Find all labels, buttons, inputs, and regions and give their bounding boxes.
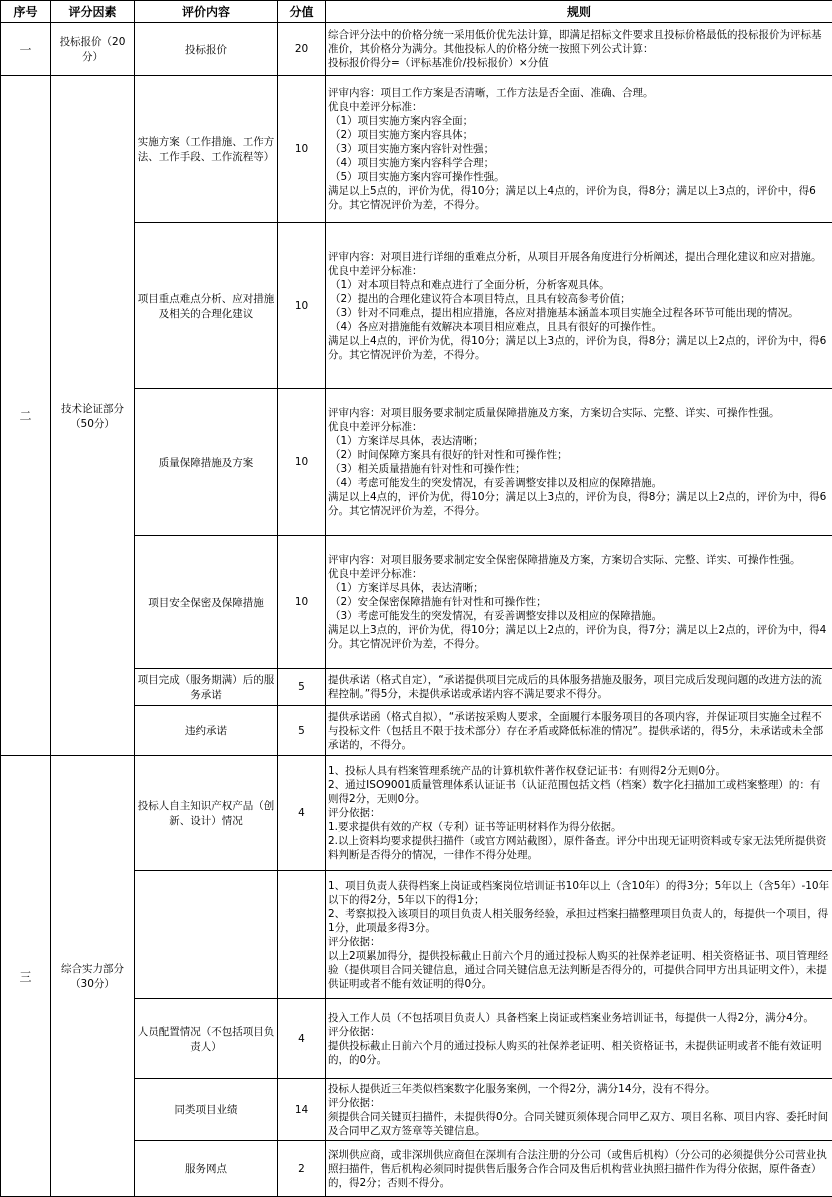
rule-line: （4）考虑可能发生的突发情况，有妥善调整安排以及相应的保障措施。 bbox=[330, 477, 663, 489]
section-factor: 综合实力部分（30分） bbox=[51, 756, 135, 1197]
header-factor: 评分因素 bbox=[51, 1, 135, 23]
rule-line: 投入工作人员（不包括项目负责人）具备档案上岗证或档案业务培训证书，每提供一人得2分，满分4分。 bbox=[328, 1011, 814, 1024]
rule-line: 评审内容：对项目服务要求制定安全保密保障措施及方案，方案切合实际、完整、详实、可操作性强。 bbox=[328, 554, 801, 566]
rule-line: 深圳供应商，或非深圳供应商但在深圳有合法注册的分公司（或售后机构）（分公司的必须提供分公司营业执照扫描件，售后机构必须同时提供售后服务合作合同及售后机构营业执照扫描件作为得分依据，原件备查）的，得2分；否则不得分。 bbox=[328, 1148, 827, 1189]
rule-line: （4）各应对措施能有效解决本项目相应难点，且具有很好的可操作性。 bbox=[330, 320, 663, 333]
item-rule bbox=[326, 669, 832, 706]
table-row bbox=[1, 76, 832, 223]
item-rule bbox=[326, 756, 832, 871]
rule-line: （5）项目实施方案内容可操作性强。 bbox=[330, 171, 505, 183]
rule-line: （2）提出的合理化建议符合本项目特点，且具有较高参考价值； bbox=[330, 292, 631, 305]
rule-line: 优良中差评分标准： bbox=[328, 101, 423, 113]
rule-line: 2、通过ISO9001质量管理体系认证证书（认证范围包括文档（档案）数字化扫描加工或档案整理）的：有则得2分，无则0分。 bbox=[328, 779, 821, 805]
item-score: 5 bbox=[278, 706, 326, 756]
item-score: 10 bbox=[278, 536, 326, 669]
rule-line: （3）针对不同难点，提出相应措施，各应对措施基本涵盖本项目实施全过程各环节可能出现的情况。 bbox=[330, 306, 799, 319]
rule-line: 优良中差评分标准： bbox=[328, 421, 423, 433]
rule-line: （1）对本项目特点和难点进行了全面分析，分析客观具体。 bbox=[330, 278, 610, 291]
item-score: 10 bbox=[278, 223, 326, 389]
rule-line: 评分依据： bbox=[328, 807, 381, 819]
rule-line: 2.以上资料均要求提供扫描件（或官方网站截图），原件备查。评分中出现无证明资料或专家无法凭所提供资料判断是否得分的情况，一律作不得分处理。 bbox=[328, 835, 827, 861]
rule-line: 优良中差评分标准： bbox=[328, 568, 423, 580]
item-rule bbox=[326, 706, 832, 756]
rule-line: （1）方案详尽具体，表达清晰； bbox=[330, 435, 484, 447]
rule-line: （3）考虑可能发生的突发情况，有妥善调整安排以及相应的保障措施。 bbox=[330, 610, 663, 622]
item-rule bbox=[326, 389, 832, 536]
section-factor: 技术论证部分（50分） bbox=[51, 76, 135, 756]
rule-line: 1、项目负责人获得档案上岗证或档案岗位培训证书10年以上（含10年）的得3分；5年以上（含5年）-10年以下的得2分，5年以下的得1分； bbox=[328, 879, 830, 906]
header-row bbox=[1, 1, 832, 23]
item-score: 10 bbox=[278, 76, 326, 223]
item-rule bbox=[326, 1079, 832, 1141]
rule-line: 评审内容：项目工作方案是否清晰，工作方法是否全面、准确、合理。 bbox=[328, 87, 654, 99]
item-content: 投标人自主知识产权产品（创新、设计）情况 bbox=[135, 756, 278, 871]
item-content: 投标报价 bbox=[135, 23, 278, 76]
rule-line: 提供承诺（格式自定），“承诺提供项目完成后的具体服务措施及服务，项目完成后发现问题的改进方法的流程控制。”得5分，未提供承诺或承诺内容不满足要求不得分。 bbox=[328, 674, 822, 700]
rule-line: 满足以上5点的，评价为优，得10分；满足以上4点的，评价为良，得8分；满足以上3点的，评价中，得6分。其它情况评价为差，不得分。 bbox=[328, 185, 816, 211]
rule-line: 须提供合同关键页扫描件，未提供得0分。合同关键页须体现合同甲乙双方、项目名称、项目内容、委托时间及合同甲乙双方签章等关键信息。 bbox=[328, 1110, 829, 1137]
rule-line: 评审内容：对项目进行详细的重难点分析，从项目开展各角度进行分析阐述，提出合理化建议和应对措施。 bbox=[328, 250, 822, 263]
rule-line: 评分依据： bbox=[328, 1096, 381, 1109]
item-content: 服务网点 bbox=[135, 1141, 278, 1197]
item-rule bbox=[326, 536, 832, 669]
rule-line: 优良中差评分标准： bbox=[328, 264, 423, 277]
item-score: 4 bbox=[278, 999, 326, 1079]
rule-line: （4）项目实施方案内容科学合理； bbox=[330, 157, 495, 169]
item-rule bbox=[326, 23, 832, 76]
rule-line: 评审内容：对项目服务要求制定质量保障措施及方案，方案切合实际、完整、详实、可操作性强。 bbox=[328, 407, 780, 419]
table-row bbox=[1, 23, 832, 76]
header-rule: 规则 bbox=[326, 1, 832, 23]
rule-line: 满足以上4点的，评价为优，得10分；满足以上3点的，评价为良，得8分；满足以上2点的，评价为中，得6分。其它情况评价为差，不得分。 bbox=[328, 491, 827, 517]
rule-line: 综合评分法中的价格分统一采用低价优先法计算，即满足招标文件要求且投标价格最低的投标报价为评标基准价，其价格分为满分。其他投标人的价格分统一按照下列公式计算： bbox=[328, 29, 822, 55]
item-rule bbox=[326, 999, 832, 1079]
item-score: 2 bbox=[278, 1141, 326, 1197]
item-content: 项目安全保密及保障措施 bbox=[135, 536, 278, 669]
rule-line: 投标报价得分=（评标基准价/投标报价）×分值 bbox=[328, 57, 549, 69]
rule-line: （1）方案详尽具体，表达清晰； bbox=[330, 582, 484, 594]
header-content: 评价内容 bbox=[135, 1, 278, 23]
section-number: 二 bbox=[1, 76, 51, 756]
rule-line: （3）项目实施方案内容针对性强； bbox=[330, 143, 495, 155]
rule-line: （1）项目实施方案内容全面； bbox=[330, 115, 474, 127]
rule-line: （2）时间保障方案具有很好的针对性和可操作性； bbox=[330, 449, 568, 461]
rule-line: （2）项目实施方案内容具体； bbox=[330, 129, 474, 141]
item-score: 14 bbox=[278, 1079, 326, 1141]
table-row bbox=[1, 756, 832, 871]
rule-line: （3）相关质量措施有针对性和可操作性； bbox=[330, 463, 526, 475]
item-content: 违约承诺 bbox=[135, 706, 278, 756]
item-score: 5 bbox=[278, 669, 326, 706]
section-factor: 投标报价（20分） bbox=[51, 23, 135, 76]
item-content: 项目重点难点分析、应对措施及相关的合理化建议 bbox=[135, 223, 278, 389]
rule-line: 满足以上4点的，评价为优，得10分；满足以上3点的，评价为良，得8分；满足以上2点的，评价为中，得6分。其它情况评价为差，不得分。 bbox=[328, 334, 827, 361]
item-content: 质量保障措施及方案 bbox=[135, 389, 278, 536]
rule-line: 2、考察拟投入该项目的项目负责人相关服务经验，承担过档案扫描整理项目负责人的，每提供一个项目，得1分，此项最多得3分。 bbox=[328, 907, 829, 934]
item-score-empty bbox=[278, 871, 326, 999]
rule-line: （2）安全保密保障措施有针对性和可操作性； bbox=[330, 596, 547, 608]
rule-line: 以上2项累加得分，提供投标截止日前六个月的通过投标人购买的社保养老证明、相关资格证书、项目管理经验（提供项目合同关键信息，通过合同关键信息无法判断是否得分的，可提供合同甲方出具证明文件），未提供证明或者不能有效证明的得0分。 bbox=[328, 949, 829, 990]
rule-line: 提供承诺函（格式自拟），“承诺按采购人要求，全面履行本服务项目的各项内容，并保证项目实施全过程不与投标文件（包括且不限于技术部分）存在矛盾或降低标准的情况”。提供承诺的，得5分，未承诺或未全部承诺的，不得分。 bbox=[328, 710, 824, 751]
item-content: 项目完成（服务期满）后的服务承诺 bbox=[135, 669, 278, 706]
rule-line: 1、投标人具有档案管理系统产品的计算机软件著作权登记证书：有则得2分无则0分。 bbox=[328, 765, 727, 777]
header-score: 分值 bbox=[278, 1, 326, 23]
item-rule bbox=[326, 223, 832, 389]
item-content: 同类项目业绩 bbox=[135, 1079, 278, 1141]
rule-line: 1.要求提供有效的产权（专利）证书等证明材料作为得分依据。 bbox=[328, 821, 622, 833]
item-score: 4 bbox=[278, 756, 326, 871]
item-score: 10 bbox=[278, 389, 326, 536]
item-rule bbox=[326, 1141, 832, 1197]
item-rule bbox=[326, 76, 832, 223]
item-content-empty bbox=[135, 871, 278, 999]
rule-line: 投标人提供近三年类似档案数字化服务案例，一个得2分，满分14分，没有不得分。 bbox=[328, 1082, 716, 1095]
section-number: 三 bbox=[1, 756, 51, 1197]
rule-line: 评分依据： bbox=[328, 935, 381, 948]
header-no: 序号 bbox=[1, 1, 51, 23]
item-content: 人员配置情况（不包括项目负责人） bbox=[135, 999, 278, 1079]
rule-line: 提供投标截止日前六个月的通过投标人购买的社保养老证明、相关资格证书，未提供证明或者不能有效证明的，的0分。 bbox=[328, 1039, 822, 1066]
item-content: 实施方案（工作措施、工作方法、工作手段、工作流程等） bbox=[135, 76, 278, 223]
item-rule bbox=[326, 871, 832, 999]
rule-line: 评分依据： bbox=[328, 1025, 381, 1038]
section-number: 一 bbox=[1, 23, 51, 76]
item-score: 20 bbox=[278, 23, 326, 76]
rule-line: 满足以上3点的，评价为优，得10分；满足以上2点的，评价为良，得7分；满足以上2点的，评价为中，得4分。其它情况评价为差，不得分。 bbox=[328, 624, 827, 650]
